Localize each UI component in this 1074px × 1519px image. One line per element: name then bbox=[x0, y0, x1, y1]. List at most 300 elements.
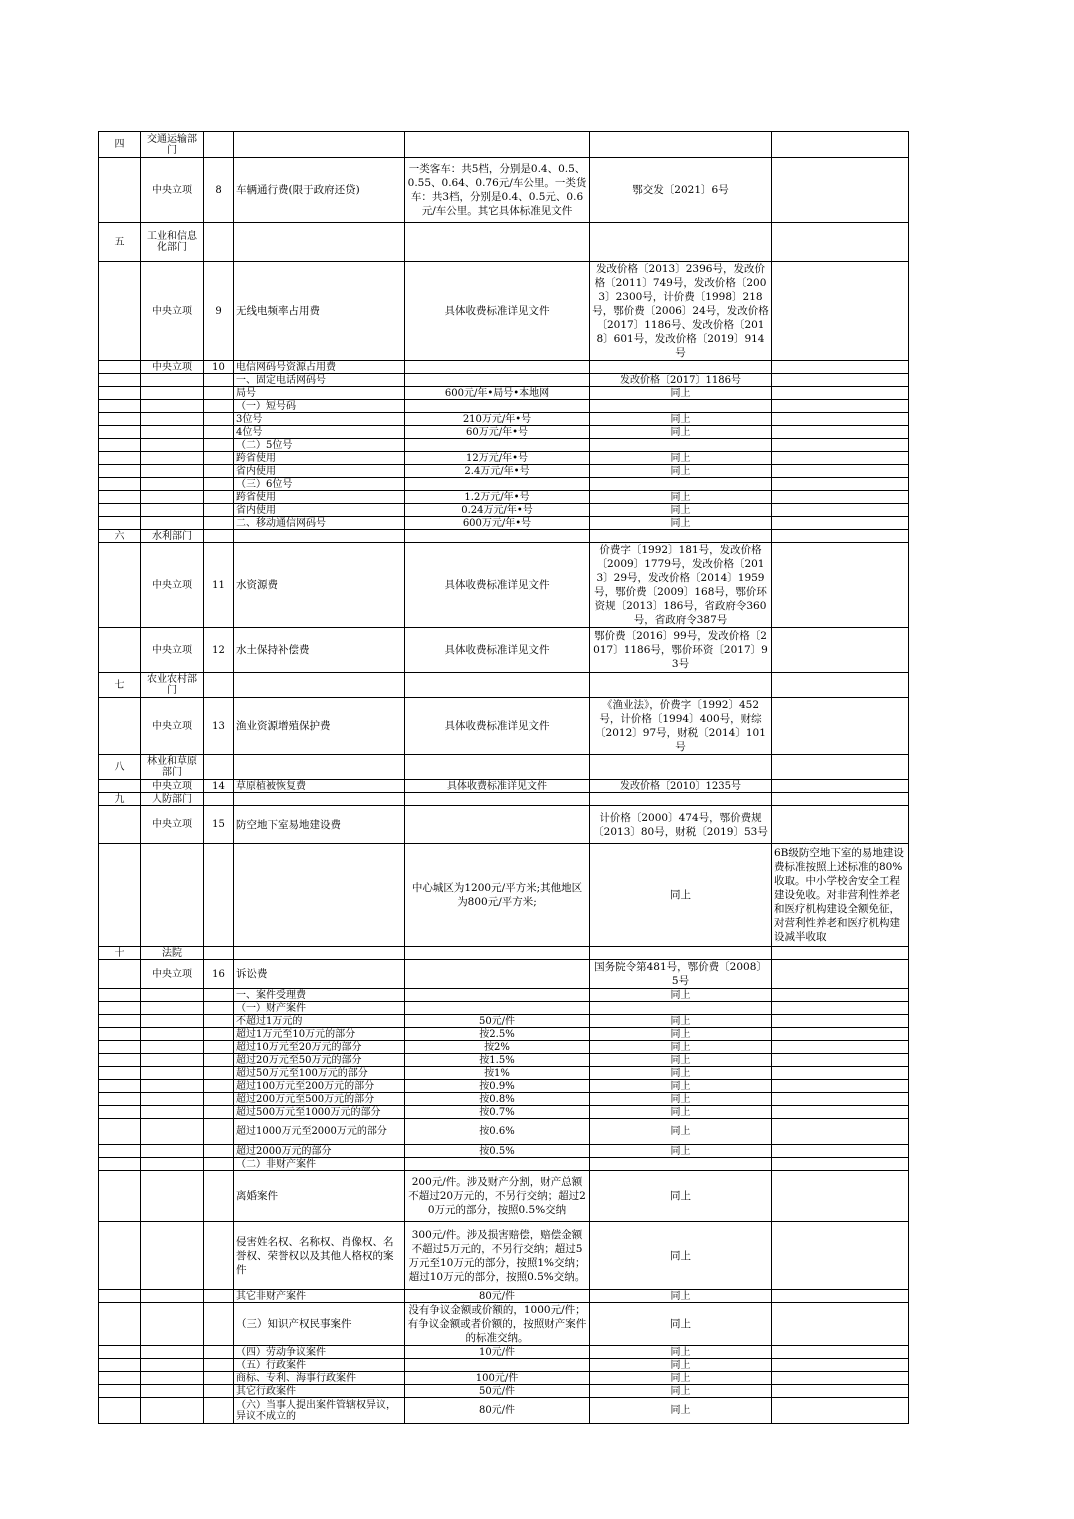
seq-cell bbox=[99, 1145, 141, 1158]
table-row bbox=[99, 1093, 909, 1106]
table-row bbox=[99, 262, 909, 361]
number-cell bbox=[204, 844, 234, 947]
seq-cell bbox=[99, 374, 141, 387]
department-cell bbox=[141, 1015, 204, 1028]
number-cell: 8 bbox=[204, 158, 234, 223]
basis-cell bbox=[590, 793, 772, 806]
standard-cell: 50元/件 bbox=[405, 1385, 590, 1398]
standard-cell: 210万元/年•号 bbox=[405, 413, 590, 426]
table-row bbox=[99, 517, 909, 530]
remark-cell bbox=[772, 465, 909, 478]
department-cell: 中央立项 bbox=[141, 960, 204, 989]
basis-cell: 鄂价费〔2016〕99号，发改价格〔2017〕1186号，鄂价环资〔2017〕93号 bbox=[590, 628, 772, 673]
remark-cell bbox=[772, 698, 909, 755]
department-cell bbox=[141, 1385, 204, 1398]
remark-cell bbox=[772, 517, 909, 530]
basis-cell: 同上 bbox=[590, 387, 772, 400]
basis-cell: 同上 bbox=[590, 1346, 772, 1359]
item-cell bbox=[234, 755, 405, 780]
seq-cell bbox=[99, 1171, 141, 1222]
department-cell bbox=[141, 1222, 204, 1290]
basis-cell: 同上 bbox=[590, 1303, 772, 1346]
seq-cell bbox=[99, 439, 141, 452]
seq-cell bbox=[99, 989, 141, 1002]
number-cell bbox=[204, 793, 234, 806]
seq-cell bbox=[99, 452, 141, 465]
basis-cell bbox=[590, 132, 772, 158]
department-cell bbox=[141, 1359, 204, 1372]
remark-cell bbox=[772, 1372, 909, 1385]
department-cell bbox=[141, 400, 204, 413]
basis-cell: 同上 bbox=[590, 1119, 772, 1145]
basis-cell: 计价格〔2000〕474号，鄂价费规〔2013〕80号，财税〔2019〕53号 bbox=[590, 806, 772, 844]
number-cell bbox=[204, 517, 234, 530]
seq-cell bbox=[99, 262, 141, 361]
standard-cell bbox=[405, 530, 590, 543]
number-cell bbox=[204, 755, 234, 780]
department-cell bbox=[141, 844, 204, 947]
standard-cell: 按0.9% bbox=[405, 1080, 590, 1093]
standard-cell bbox=[405, 1158, 590, 1171]
table-row bbox=[99, 1119, 909, 1145]
remark-cell bbox=[772, 439, 909, 452]
table-row bbox=[99, 1015, 909, 1028]
item-cell: 二、移动通信网码号 bbox=[234, 517, 405, 530]
seq-cell bbox=[99, 387, 141, 400]
remark-cell bbox=[772, 426, 909, 439]
seq-cell bbox=[99, 960, 141, 989]
basis-cell bbox=[590, 1002, 772, 1015]
standard-cell: 没有争议金额或价额的，1000元/件；有争议金额或者价额的，按照财产案件的标准交纳。 bbox=[405, 1303, 590, 1346]
table-row bbox=[99, 698, 909, 755]
remark-cell bbox=[772, 543, 909, 628]
seq-cell bbox=[99, 413, 141, 426]
department-cell bbox=[141, 452, 204, 465]
table-row bbox=[99, 452, 909, 465]
standard-cell: 按0.6% bbox=[405, 1119, 590, 1145]
item-cell: 跨省使用 bbox=[234, 452, 405, 465]
number-cell bbox=[204, 1106, 234, 1119]
department-cell: 中央立项 bbox=[141, 780, 204, 793]
department-cell bbox=[141, 1398, 204, 1424]
item-cell: （三）知识产权民事案件 bbox=[234, 1303, 405, 1346]
standard-cell: 600元/年•局号•本地网 bbox=[405, 387, 590, 400]
item-cell: 省内使用 bbox=[234, 504, 405, 517]
number-cell bbox=[204, 1372, 234, 1385]
standard-cell bbox=[405, 478, 590, 491]
item-cell: 水土保持补偿费 bbox=[234, 628, 405, 673]
number-cell bbox=[204, 1290, 234, 1303]
basis-cell bbox=[590, 530, 772, 543]
item-cell: 超过2000万元的部分 bbox=[234, 1145, 405, 1158]
standard-cell bbox=[405, 673, 590, 698]
table-row bbox=[99, 426, 909, 439]
department-cell: 中央立项 bbox=[141, 698, 204, 755]
table-row bbox=[99, 1385, 909, 1398]
table-row bbox=[99, 806, 909, 844]
basis-cell: 同上 bbox=[590, 1385, 772, 1398]
seq-cell bbox=[99, 1028, 141, 1041]
standard-cell: 600万元/年•号 bbox=[405, 517, 590, 530]
standard-cell: 具体收费标准详见文件 bbox=[405, 628, 590, 673]
department-cell: 法院 bbox=[141, 947, 204, 960]
remark-cell bbox=[772, 1222, 909, 1290]
number-cell: 11 bbox=[204, 543, 234, 628]
standard-cell bbox=[405, 806, 590, 844]
seq-cell bbox=[99, 1067, 141, 1080]
item-cell: 超过20万元至50万元的部分 bbox=[234, 1054, 405, 1067]
number-cell bbox=[204, 413, 234, 426]
item-cell: 一、固定电话网码号 bbox=[234, 374, 405, 387]
seq-cell bbox=[99, 1385, 141, 1398]
department-cell bbox=[141, 413, 204, 426]
remark-cell bbox=[772, 132, 909, 158]
department-cell bbox=[141, 504, 204, 517]
number-cell bbox=[204, 1119, 234, 1145]
seq-cell bbox=[99, 1359, 141, 1372]
basis-cell bbox=[590, 947, 772, 960]
table-row bbox=[99, 413, 909, 426]
item-cell: 局号 bbox=[234, 387, 405, 400]
remark-cell bbox=[772, 673, 909, 698]
table-row bbox=[99, 478, 909, 491]
basis-cell bbox=[590, 673, 772, 698]
standard-cell: 具体收费标准详见文件 bbox=[405, 780, 590, 793]
table-row bbox=[99, 1106, 909, 1119]
standard-cell: 1.2万元/年•号 bbox=[405, 491, 590, 504]
remark-cell bbox=[772, 1171, 909, 1222]
table-row bbox=[99, 673, 909, 698]
number-cell: 10 bbox=[204, 361, 234, 374]
department-cell bbox=[141, 465, 204, 478]
item-cell bbox=[234, 844, 405, 947]
table-row bbox=[99, 755, 909, 780]
seq-cell bbox=[99, 465, 141, 478]
department-cell: 中央立项 bbox=[141, 628, 204, 673]
remark-cell bbox=[772, 1145, 909, 1158]
table-row bbox=[99, 387, 909, 400]
standard-cell: 0.24万元/年•号 bbox=[405, 504, 590, 517]
standard-cell: 12万元/年•号 bbox=[405, 452, 590, 465]
standard-cell: 200元/件。涉及财产分割，财产总额不超过20万元的，不另行交纳；超过20万元的部分，按照0.5%交纳 bbox=[405, 1171, 590, 1222]
department-cell bbox=[141, 374, 204, 387]
item-cell bbox=[234, 530, 405, 543]
basis-cell: 鄂交发〔2021〕6号 bbox=[590, 158, 772, 223]
table-row bbox=[99, 158, 909, 223]
remark-cell bbox=[772, 491, 909, 504]
remark-cell bbox=[772, 793, 909, 806]
department-cell: 中央立项 bbox=[141, 262, 204, 361]
number-cell bbox=[204, 1015, 234, 1028]
remark-cell bbox=[772, 1346, 909, 1359]
table-row bbox=[99, 543, 909, 628]
table-row bbox=[99, 1041, 909, 1054]
standard-cell: 具体收费标准详见文件 bbox=[405, 543, 590, 628]
standard-cell: 按2.5% bbox=[405, 1028, 590, 1041]
basis-cell: 同上 bbox=[590, 517, 772, 530]
number-cell bbox=[204, 504, 234, 517]
department-cell bbox=[141, 439, 204, 452]
basis-cell: 同上 bbox=[590, 1145, 772, 1158]
remark-cell bbox=[772, 400, 909, 413]
item-cell: 4位号 bbox=[234, 426, 405, 439]
table-row bbox=[99, 1002, 909, 1015]
number-cell bbox=[204, 1054, 234, 1067]
item-cell: （三）6位号 bbox=[234, 478, 405, 491]
table-row bbox=[99, 400, 909, 413]
basis-cell: 发改价格〔2017〕1186号 bbox=[590, 374, 772, 387]
fee-table-body bbox=[99, 132, 909, 1424]
number-cell bbox=[204, 1080, 234, 1093]
number-cell bbox=[204, 374, 234, 387]
item-cell: （一）财产案件 bbox=[234, 1002, 405, 1015]
seq-cell bbox=[99, 504, 141, 517]
basis-cell bbox=[590, 400, 772, 413]
remark-cell bbox=[772, 374, 909, 387]
standard-cell bbox=[405, 361, 590, 374]
seq-cell: 九 bbox=[99, 793, 141, 806]
remark-cell bbox=[772, 806, 909, 844]
remark-cell bbox=[772, 1002, 909, 1015]
item-cell bbox=[234, 673, 405, 698]
table-row bbox=[99, 374, 909, 387]
standard-cell bbox=[405, 1002, 590, 1015]
standard-cell: 具体收费标准详见文件 bbox=[405, 262, 590, 361]
basis-cell bbox=[590, 478, 772, 491]
item-cell: （一）短号码 bbox=[234, 400, 405, 413]
number-cell bbox=[204, 673, 234, 698]
standard-cell: 按2% bbox=[405, 1041, 590, 1054]
table-row bbox=[99, 1222, 909, 1290]
seq-cell bbox=[99, 1398, 141, 1424]
item-cell: 无线电频率占用费 bbox=[234, 262, 405, 361]
table-row bbox=[99, 1171, 909, 1222]
table-row bbox=[99, 361, 909, 374]
basis-cell: 同上 bbox=[590, 413, 772, 426]
number-cell bbox=[204, 387, 234, 400]
basis-cell: 同上 bbox=[590, 1222, 772, 1290]
remark-cell bbox=[772, 1015, 909, 1028]
department-cell: 工业和信息化部门 bbox=[141, 223, 204, 262]
basis-cell: 同上 bbox=[590, 1067, 772, 1080]
department-cell bbox=[141, 1372, 204, 1385]
item-cell: 跨省使用 bbox=[234, 491, 405, 504]
remark-cell bbox=[772, 989, 909, 1002]
number-cell: 9 bbox=[204, 262, 234, 361]
basis-cell bbox=[590, 361, 772, 374]
item-cell: （四）劳动争议案件 bbox=[234, 1346, 405, 1359]
item-cell: （六）当事人提出案件管辖权异议，异议不成立的 bbox=[234, 1398, 405, 1424]
seq-cell bbox=[99, 628, 141, 673]
standard-cell bbox=[405, 1359, 590, 1372]
department-cell: 林业和草原部门 bbox=[141, 755, 204, 780]
department-cell bbox=[141, 1145, 204, 1158]
remark-cell bbox=[772, 1119, 909, 1145]
number-cell: 12 bbox=[204, 628, 234, 673]
department-cell bbox=[141, 1028, 204, 1041]
number-cell bbox=[204, 132, 234, 158]
department-cell bbox=[141, 1346, 204, 1359]
item-cell bbox=[234, 223, 405, 262]
basis-cell: 发改价格〔2010〕1235号 bbox=[590, 780, 772, 793]
number-cell bbox=[204, 530, 234, 543]
standard-cell: 300元/件。涉及损害赔偿，赔偿金额不超过5万元的，不另行交纳；超过5万元至10万元的部分，按照1%交纳；超过10万元的部分，按照0.5%交纳。 bbox=[405, 1222, 590, 1290]
standard-cell: 按0.5% bbox=[405, 1145, 590, 1158]
remark-cell bbox=[772, 478, 909, 491]
basis-cell: 同上 bbox=[590, 1015, 772, 1028]
item-cell bbox=[234, 947, 405, 960]
table-row bbox=[99, 1028, 909, 1041]
number-cell bbox=[204, 1385, 234, 1398]
seq-cell: 六 bbox=[99, 530, 141, 543]
number-cell bbox=[204, 439, 234, 452]
standard-cell bbox=[405, 374, 590, 387]
standard-cell: 一类客车：共5档，分别是0.4、0.5、0.55、0.64、0.76元/车公里。一类货车：共3档，分别是0.4、0.5元、0.6元/车公里。其它具体标准见文件 bbox=[405, 158, 590, 223]
item-cell: （五）行政案件 bbox=[234, 1359, 405, 1372]
standard-cell: 按1% bbox=[405, 1067, 590, 1080]
item-cell: 电信网码号资源占用费 bbox=[234, 361, 405, 374]
seq-cell bbox=[99, 1106, 141, 1119]
item-cell: 超过50万元至100万元的部分 bbox=[234, 1067, 405, 1080]
department-cell: 中央立项 bbox=[141, 361, 204, 374]
remark-cell: 6B级防空地下室的易地建设费标准按照上述标准的80%收取。中小学校舍安全工程建设免收。对非营利性养老和医疗机构建设全额免征，对营利性养老和医疗机构建设减半收取 bbox=[772, 844, 909, 947]
seq-cell bbox=[99, 517, 141, 530]
standard-cell: 按0.7% bbox=[405, 1106, 590, 1119]
seq-cell bbox=[99, 1015, 141, 1028]
remark-cell bbox=[772, 780, 909, 793]
item-cell: 超过1000万元至2000万元的部分 bbox=[234, 1119, 405, 1145]
department-cell bbox=[141, 1158, 204, 1171]
table-row bbox=[99, 780, 909, 793]
department-cell bbox=[141, 1093, 204, 1106]
basis-cell bbox=[590, 755, 772, 780]
item-cell: 超过10万元至20万元的部分 bbox=[234, 1041, 405, 1054]
basis-cell: 同上 bbox=[590, 1290, 772, 1303]
number-cell bbox=[204, 1359, 234, 1372]
remark-cell bbox=[772, 530, 909, 543]
remark-cell bbox=[772, 1158, 909, 1171]
fee-table bbox=[98, 131, 909, 1424]
item-cell bbox=[234, 132, 405, 158]
number-cell bbox=[204, 947, 234, 960]
department-cell bbox=[141, 1054, 204, 1067]
seq-cell bbox=[99, 478, 141, 491]
basis-cell: 同上 bbox=[590, 844, 772, 947]
number-cell bbox=[204, 1028, 234, 1041]
department-cell bbox=[141, 1290, 204, 1303]
department-cell bbox=[141, 517, 204, 530]
item-cell: 商标、专利、海事行政案件 bbox=[234, 1372, 405, 1385]
seq-cell bbox=[99, 1093, 141, 1106]
department-cell bbox=[141, 1106, 204, 1119]
standard-cell bbox=[405, 960, 590, 989]
item-cell: 超过1万元至10万元的部分 bbox=[234, 1028, 405, 1041]
seq-cell bbox=[99, 1119, 141, 1145]
department-cell: 中央立项 bbox=[141, 158, 204, 223]
seq-cell: 七 bbox=[99, 673, 141, 698]
number-cell bbox=[204, 1171, 234, 1222]
number-cell bbox=[204, 478, 234, 491]
remark-cell bbox=[772, 1359, 909, 1372]
remark-cell bbox=[772, 262, 909, 361]
item-cell: 超过100万元至200万元的部分 bbox=[234, 1080, 405, 1093]
seq-cell bbox=[99, 1303, 141, 1346]
seq-cell bbox=[99, 844, 141, 947]
number-cell bbox=[204, 1067, 234, 1080]
department-cell: 人防部门 bbox=[141, 793, 204, 806]
standard-cell: 100元/件 bbox=[405, 1372, 590, 1385]
number-cell bbox=[204, 223, 234, 262]
table-row bbox=[99, 844, 909, 947]
basis-cell: 同上 bbox=[590, 1372, 772, 1385]
seq-cell bbox=[99, 1002, 141, 1015]
item-cell: 防空地下室易地建设费 bbox=[234, 806, 405, 844]
basis-cell: 同上 bbox=[590, 1106, 772, 1119]
item-cell: （二）非财产案件 bbox=[234, 1158, 405, 1171]
seq-cell: 八 bbox=[99, 755, 141, 780]
department-cell bbox=[141, 478, 204, 491]
table-row bbox=[99, 628, 909, 673]
number-cell bbox=[204, 491, 234, 504]
table-row bbox=[99, 1145, 909, 1158]
table-row bbox=[99, 793, 909, 806]
table-row bbox=[99, 1346, 909, 1359]
remark-cell bbox=[772, 960, 909, 989]
standard-cell: 按1.5% bbox=[405, 1054, 590, 1067]
basis-cell: 同上 bbox=[590, 504, 772, 517]
table-row bbox=[99, 465, 909, 478]
table-row bbox=[99, 1303, 909, 1346]
standard-cell: 80元/件 bbox=[405, 1398, 590, 1424]
table-row bbox=[99, 223, 909, 262]
seq-cell bbox=[99, 491, 141, 504]
remark-cell bbox=[772, 452, 909, 465]
table-row bbox=[99, 1158, 909, 1171]
basis-cell: 同上 bbox=[590, 1054, 772, 1067]
item-cell bbox=[234, 793, 405, 806]
number-cell bbox=[204, 1346, 234, 1359]
remark-cell bbox=[772, 1385, 909, 1398]
seq-cell bbox=[99, 1041, 141, 1054]
table-row bbox=[99, 1372, 909, 1385]
standard-cell: 50元/件 bbox=[405, 1015, 590, 1028]
standard-cell bbox=[405, 400, 590, 413]
remark-cell bbox=[772, 1080, 909, 1093]
item-cell: 草原植被恢复费 bbox=[234, 780, 405, 793]
seq-cell: 五 bbox=[99, 223, 141, 262]
department-cell bbox=[141, 1119, 204, 1145]
basis-cell: 同上 bbox=[590, 465, 772, 478]
basis-cell: 价费字〔1992〕181号，发改价格〔2009〕1779号，发改价格〔2013〕29号，发改价格〔2014〕1959号，鄂价费〔2009〕168号，鄂价环资规〔2013〕186号，省政府令360号，省政府令387号 bbox=[590, 543, 772, 628]
remark-cell bbox=[772, 413, 909, 426]
basis-cell: 同上 bbox=[590, 1041, 772, 1054]
number-cell bbox=[204, 1041, 234, 1054]
standard-cell bbox=[405, 755, 590, 780]
remark-cell bbox=[772, 504, 909, 517]
table-row bbox=[99, 1398, 909, 1424]
basis-cell: 同上 bbox=[590, 1028, 772, 1041]
table-row bbox=[99, 530, 909, 543]
basis-cell: 同上 bbox=[590, 1080, 772, 1093]
item-cell: 超过500万元至1000万元的部分 bbox=[234, 1106, 405, 1119]
standard-cell: 中心城区为1200元/平方米;其他地区为800元/平方米; bbox=[405, 844, 590, 947]
table-row bbox=[99, 947, 909, 960]
item-cell: 不超过1万元的 bbox=[234, 1015, 405, 1028]
remark-cell bbox=[772, 1054, 909, 1067]
seq-cell: 四 bbox=[99, 132, 141, 158]
remark-cell bbox=[772, 223, 909, 262]
table-row bbox=[99, 1290, 909, 1303]
